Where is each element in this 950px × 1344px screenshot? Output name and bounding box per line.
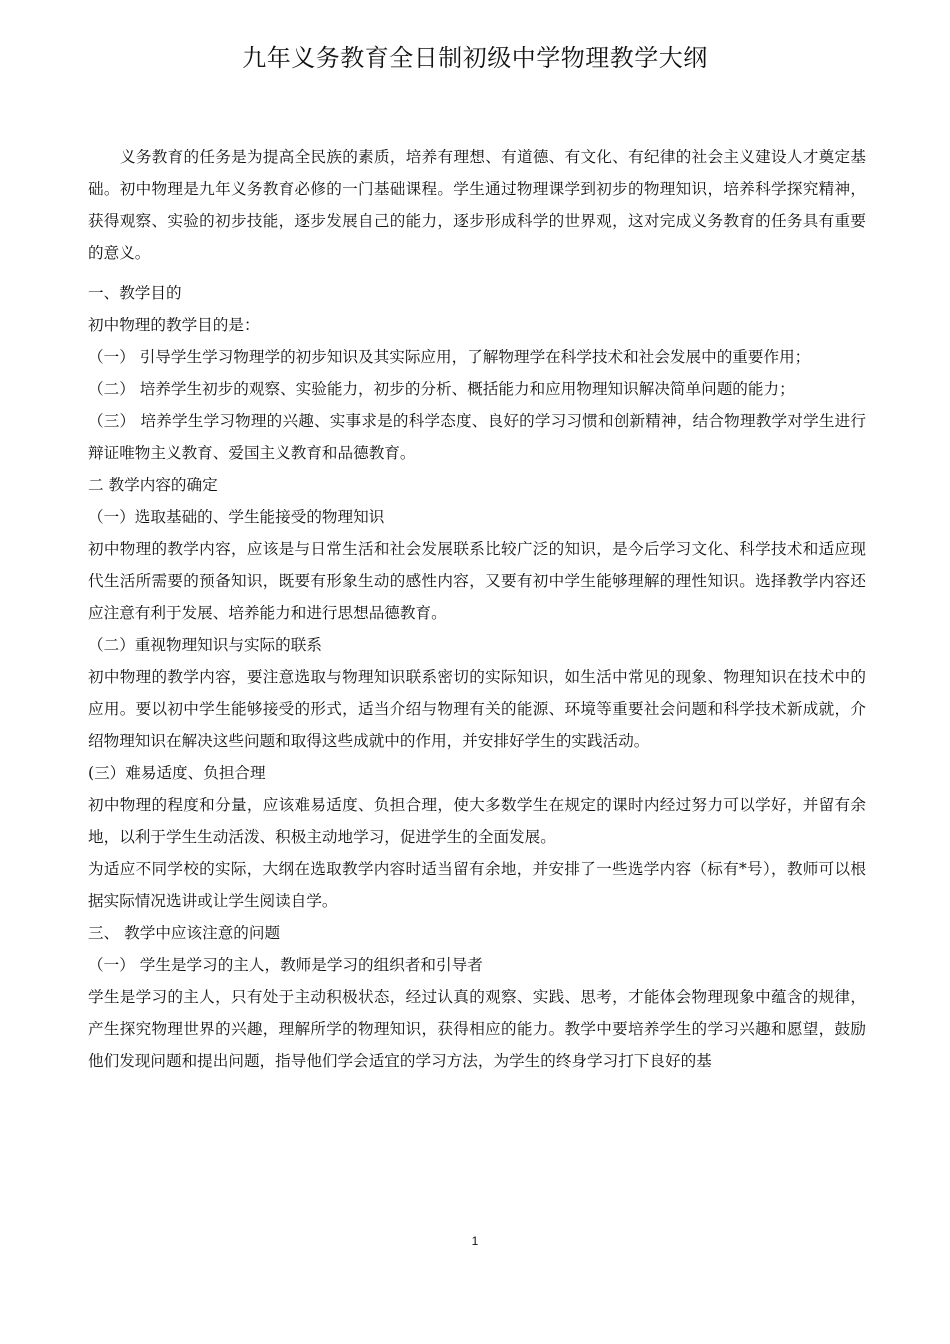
section-heading-content: 二 教学内容的确定 (88, 476, 218, 494)
paragraph-moderate-difficulty: 初中物理的程度和分量，应该难易适度、负担合理，使大多数学生在规定的课时内经过努力可以学好，并留有余地，以利于学生生动活泼、积极主动地学习，促进学生的全面发展。 (88, 796, 866, 846)
purpose-item-2: （二） 培养学生初步的观察、实验能力，初步的分析、概括能力和应用物理知识解决简单问题的能力； (88, 380, 795, 398)
subheading-moderate-difficulty: (三）难易适度、负担合理 (88, 764, 266, 782)
section-heading-teaching-issues: 三、 教学中应该注意的问题 (88, 924, 281, 942)
subheading-basic-knowledge: （一）选取基础的、学生能接受的物理知识 (88, 508, 385, 526)
subheading-students-as-masters: （一） 学生是学习的主人，教师是学习的组织者和引导者 (88, 956, 483, 974)
purpose-item-1: （一） 引导学生学习物理学的初步知识及其实际应用，了解物理学在科学技术和社会发展中的重要作用； (88, 348, 811, 366)
section-heading-teaching-purpose: 一、教学目的 (88, 284, 182, 302)
paragraph-basic-knowledge: 初中物理的教学内容，应该是与日常生活和社会发展联系比较广泛的知识，是今后学习文化、科学技术和适应现代生活所需要的预备知识，既要有形象生动的感性内容，又要有初中学生能够理解的理性知识。选择教学内容还应注意有利于发展、培养能力和进行思想品德教育。 (88, 540, 866, 622)
subheading-practical-connection: （二）重视物理知识与实际的联系 (88, 636, 322, 654)
purpose-item-3: （三） 培养学生学习物理的兴趣、实事求是的科学态度、良好的学习习惯和创新精神，结合物理教学对学生进行辩证唯物主义教育、爱国主义教育和品德教育。 (88, 412, 866, 462)
page-title: 九年义务教育全日制初级中学物理教学大纲 (242, 44, 708, 72)
intro-paragraph: 义务教育的任务是为提高全民族的素质，培养有理想、有道德、有文化、有纪律的社会主义建设人才奠定基础。初中物理是九年义务教育必修的一门基础课程。学生通过物理课学到初步的物理知识，培养科学探究精神，获得观察、实验的初步技能，逐步发展自己的能力，逐步形成科学的世界观，这对完成义务教育的任务具有重要的意义。 (88, 148, 866, 262)
page-number: 1 (471, 1234, 479, 1248)
paragraph-optional-content: 为适应不同学校的实际，大纲在选取教学内容时适当留有余地，并安排了一些选学内容（标有*号），教师可以根据实际情况选讲或让学生阅读自学。 (88, 860, 866, 910)
paragraph-practical-connection: 初中物理的教学内容，要注意选取与物理知识联系密切的实际知识，如生活中常见的现象、物理知识在技术中的应用。要以初中学生能够接受的形式，适当介绍与物理有关的能源、环境等重要社会问题和科学技术新成就，介绍物理知识在解决这些问题和取得这些成就中的作用，并安排好学生的实践活动。 (88, 668, 866, 750)
paragraph-students-as-masters: 学生是学习的主人，只有处于主动积极状态，经过认真的观察、实践、思考，才能体会物理现象中蕴含的规律，产生探究物理世界的兴趣，理解所学的物理知识，获得相应的能力。教学中要培养学生的学习兴趣和愿望，鼓励他们发现问题和提出问题，指导他们学会适宜的学习方法，为学生的终身学习打下良好的基 (88, 988, 866, 1070)
document-body (88, 141, 866, 1077)
teaching-purpose-lead: 初中物理的教学目的是： (88, 316, 260, 334)
